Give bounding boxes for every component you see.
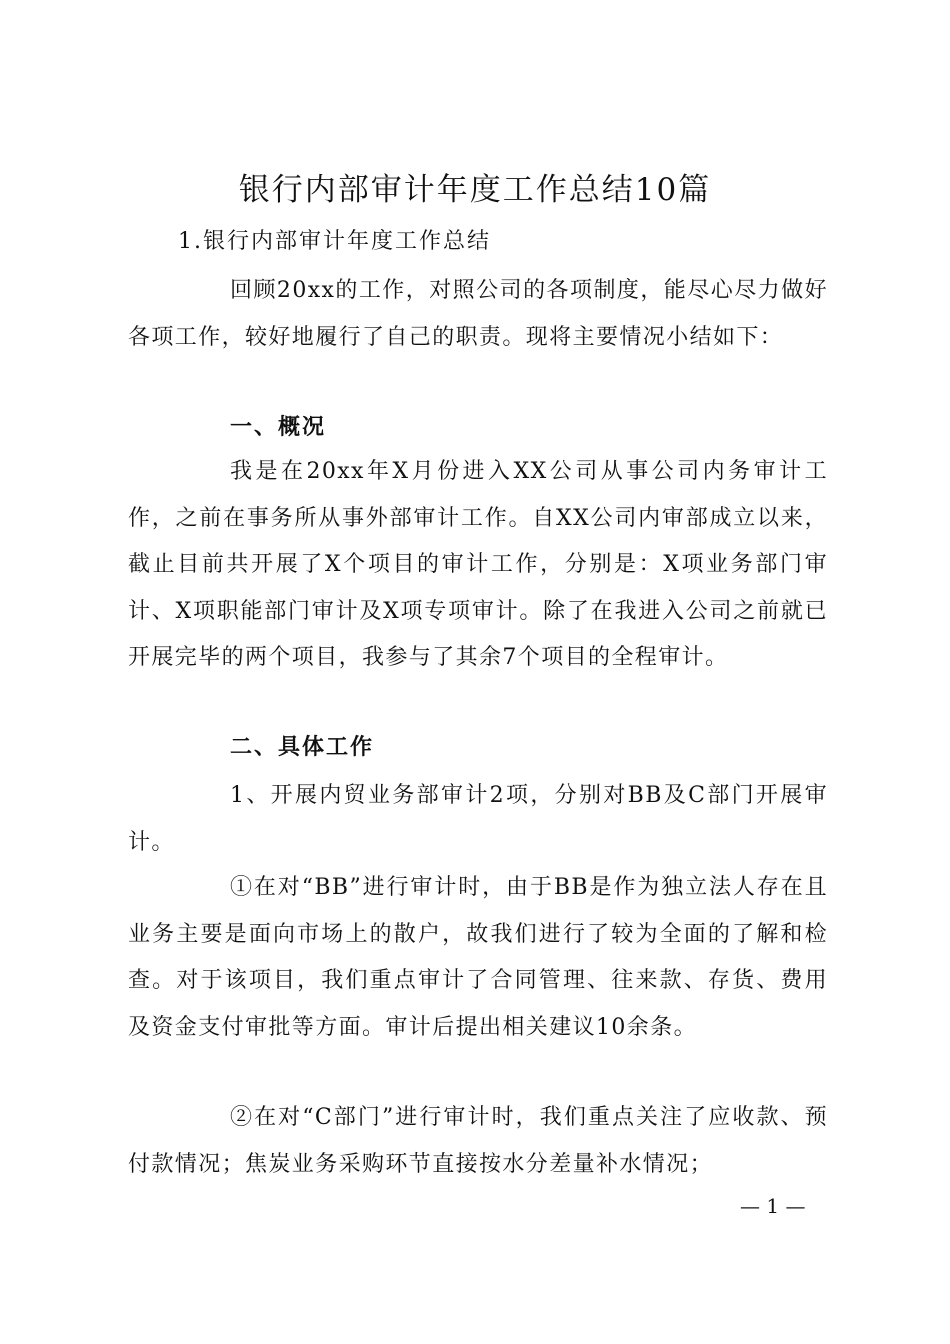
overview-paragraph: 我是在20xx年X月份进入XX公司从事公司内务审计工作，之前在事务所从事外部审计工作。自XX公司内审部成立以来，截止目前共开展了X个项目的审计工作，分别是：X项业务部门审计、X项职能部门审计及X项专项审计。除了在我进入公司之前就已开展完毕的两个项目，我参与了其余7个项目的全程审计。 (128, 459, 828, 670)
page-number: — 1 — (740, 1194, 806, 1218)
work-item-1b-paragraph: ②在对“C部门”进行审计时，我们重点关注了应收款、预付款情况；焦炭业务采购环节直接按水分差量补水情况； (128, 1105, 828, 1177)
work-item-1-paragraph: 1、开展内贸业务部审计2项，分别对BB及C部门开展审计。 (128, 783, 828, 855)
intro-paragraph: 回顾20xx的工作，对照公司的各项制度，能尽心尽力做好各项工作，较好地履行了自己的职责。现将主要情况小结如下： (128, 278, 828, 350)
document-title: 银行内部审计年度工作总结10篇 (238, 172, 712, 208)
document-subtitle: 1.银行内部审计年度工作总结 (178, 229, 491, 254)
section-heading-overview: 一、概况 (230, 415, 327, 440)
section-heading-specific-work: 二、具体工作 (230, 735, 375, 760)
work-item-1a-paragraph: ①在对“BB”进行审计时，由于BB是作为独立法人存在且业务主要是面向市场上的散户，故我们进行了较为全面的了解和检查。对于该项目，我们重点审计了合同管理、往来款、存货、费用及资金支付审批等方面。审计后提出相关建议10余条。 (128, 875, 828, 1040)
